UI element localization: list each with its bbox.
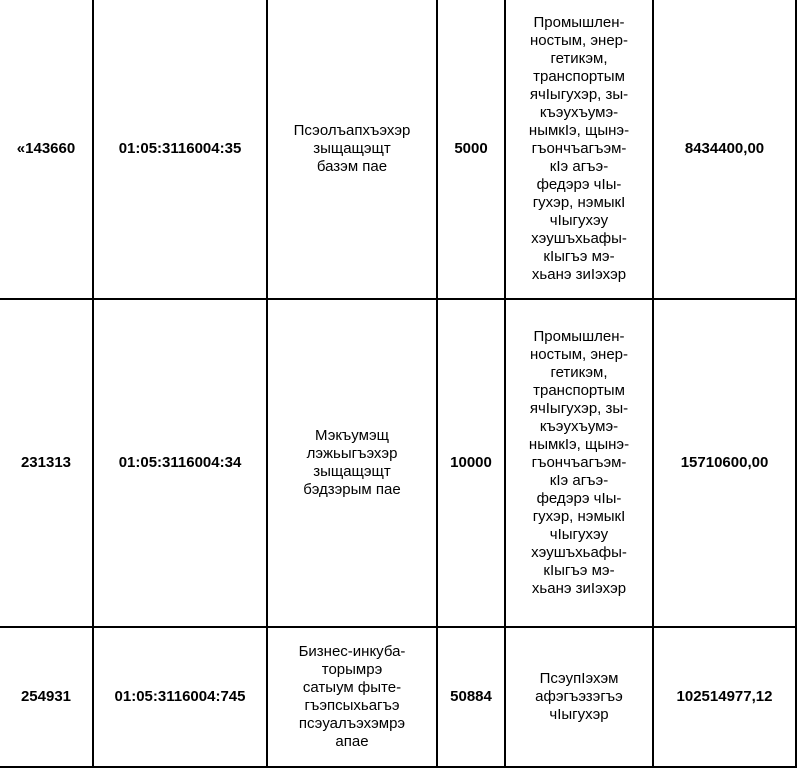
- land-category-cell-line: нымкӀэ, щынэ-: [528, 436, 630, 453]
- land-category-cell-line: гетикэм,: [550, 364, 608, 381]
- land-category-cell-line: федэрэ чӀы-: [536, 176, 622, 193]
- land-category-cell-line: ностым, энер-: [529, 32, 629, 49]
- record-code-cell: 254931: [0, 627, 93, 767]
- purpose-cell: [267, 0, 437, 299]
- land-category-cell-line: Промышлен-: [533, 328, 625, 345]
- land-category-cell-line: ностым, энер-: [529, 346, 629, 363]
- land-category-cell-line: чӀыгухэу: [549, 526, 609, 543]
- land-category-cell-line: транспортым: [533, 68, 625, 85]
- purpose-cell-line: бэдзэрым пае: [303, 481, 401, 498]
- purpose-cell-line: сатыум фыте-: [302, 679, 402, 696]
- cadastral-value-cell: 102514977,12: [653, 627, 796, 767]
- land-category-cell-line: къэухъумэ-: [539, 418, 619, 435]
- land-category-cell: [505, 299, 653, 627]
- purpose-cell: [267, 299, 437, 627]
- purpose-cell-line: Бизнес-инкуба-: [298, 643, 406, 660]
- table-row: [0, 299, 796, 627]
- land-category-cell-line: нымкӀэ, щынэ-: [528, 122, 630, 139]
- land-category-cell-line: ПсэупӀэхэм: [539, 670, 619, 687]
- purpose-cell-line: зыщащэщт: [313, 140, 391, 157]
- land-category-cell: [505, 627, 653, 767]
- table-row: [0, 0, 796, 299]
- cadastral-number-cell: 01:05:3116004:34: [93, 299, 267, 627]
- land-category-cell-line: хэушъхьафы-: [531, 544, 627, 561]
- land-category-cell-line: хьанэ зиӀэхэр: [531, 266, 627, 283]
- land-category-cell-line: чӀыгухэу: [549, 212, 609, 229]
- table-row: [0, 627, 796, 767]
- record-code-cell: 231313: [0, 299, 93, 627]
- cadastral-number-cell: 01:05:3116004:745: [93, 627, 267, 767]
- area-cell: 50884: [437, 627, 505, 767]
- cadastral-value-cell: 15710600,00: [653, 299, 796, 627]
- land-category-cell-line: транспортым: [533, 382, 625, 399]
- land-category-cell-line: гухэр, нэмыкӀ: [532, 194, 626, 211]
- purpose-cell-line: базэм пае: [316, 158, 388, 175]
- purpose-cell-line: псэуалъэхэмрэ: [298, 715, 406, 732]
- cadastral-number-cell: 01:05:3116004:35: [93, 0, 267, 299]
- purpose-cell: [267, 627, 437, 767]
- purpose-cell-line: Мэкъумэщ: [315, 427, 389, 444]
- land-category-cell-line: хэушъхьафы-: [531, 230, 627, 247]
- land-category-cell-line: ячӀыгухэр, зы-: [529, 400, 629, 417]
- land-category-cell-line: хьанэ зиӀэхэр: [531, 580, 627, 597]
- cadastral-value-cell: 8434400,00: [653, 0, 796, 299]
- land-category-cell-line: кӀэ агъэ-: [549, 472, 609, 489]
- land-category-cell-line: кӀыгъэ мэ-: [543, 562, 615, 579]
- area-cell: 5000: [437, 0, 505, 299]
- land-category-cell-line: Промышлен-: [533, 14, 625, 31]
- land-category-cell-line: ячӀыгухэр, зы-: [529, 86, 629, 103]
- purpose-cell-line: зыщащэщт: [313, 463, 391, 480]
- land-category-cell-line: къэухъумэ-: [539, 104, 619, 121]
- purpose-cell-line: Псэолъапхъэхэр: [293, 122, 411, 139]
- land-category-cell: [505, 0, 653, 299]
- area-cell: 10000: [437, 299, 505, 627]
- record-code-cell: «143660: [0, 0, 93, 299]
- land-category-cell-line: гухэр, нэмыкӀ: [532, 508, 626, 525]
- land-category-cell-line: гетикэм,: [550, 50, 608, 67]
- purpose-cell-line: торымрэ: [321, 661, 383, 678]
- land-category-cell-line: федэрэ чӀы-: [536, 490, 622, 507]
- purpose-cell-line: лэжьыгъэхэр: [306, 445, 398, 462]
- land-category-cell-line: афэгъэзэгъэ: [535, 688, 623, 705]
- purpose-cell-line: апае: [335, 733, 369, 750]
- land-category-cell-line: гъончъагъэм-: [531, 140, 627, 157]
- land-category-cell-line: кӀыгъэ мэ-: [543, 248, 615, 265]
- land-category-cell-line: гъончъагъэм-: [531, 454, 627, 471]
- land-category-cell-line: кӀэ агъэ-: [549, 158, 609, 175]
- purpose-cell-line: гъэпсыхьагъэ: [304, 697, 400, 714]
- land-category-cell-line: чӀыгухэр: [549, 706, 609, 723]
